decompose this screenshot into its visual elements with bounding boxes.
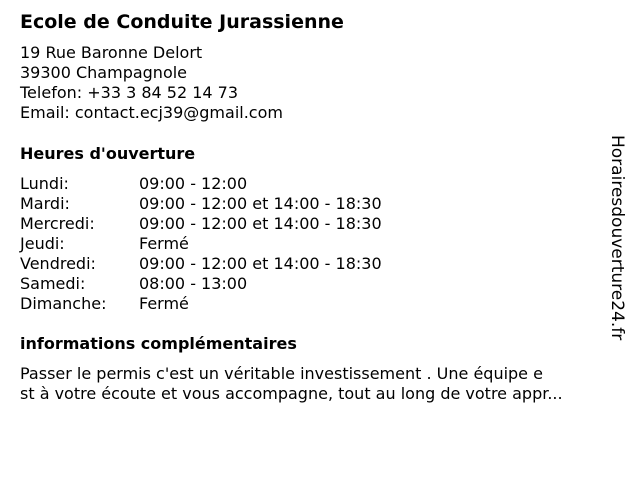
- info-heading: informations complémentaires: [20, 334, 297, 353]
- hours-heading: Heures d'ouverture: [20, 144, 196, 163]
- day-label: Dimanche:: [20, 294, 107, 313]
- time-value: 09:00 - 12:00: [139, 174, 248, 193]
- time-value: Fermé: [139, 234, 189, 253]
- phone-number: Telefon: +33 3 84 52 14 73: [20, 83, 239, 102]
- day-label: Jeudi:: [20, 234, 65, 253]
- info-text: [20, 364, 563, 404]
- time-value: 09:00 - 12:00 et 14:00 - 18:30: [139, 254, 382, 273]
- time-value: 08:00 - 13:00: [139, 274, 248, 293]
- site-watermark: Horairesdouverture24.fr: [607, 135, 627, 341]
- time-value: 09:00 - 12:00 et 14:00 - 18:30: [139, 214, 382, 233]
- email-address: Email: contact.ecj39@gmail.com: [20, 103, 283, 122]
- day-label: Vendredi:: [20, 254, 96, 273]
- postal-city: 39300 Champagnole: [20, 63, 188, 82]
- business-name: Ecole de Conduite Jurassienne: [20, 11, 344, 33]
- time-value: Fermé: [139, 294, 189, 313]
- address-block: [20, 43, 283, 123]
- info-line-1: Passer le permis c'est un véritable investissement . Une équipe e: [20, 364, 543, 383]
- day-label: Mercredi:: [20, 214, 95, 233]
- day-label: Mardi:: [20, 194, 70, 213]
- day-label: Lundi:: [20, 174, 69, 193]
- street-address: 19 Rue Baronne Delort: [20, 43, 203, 62]
- day-label: Samedi:: [20, 274, 86, 293]
- info-line-2: st à votre écoute et vous accompagne, tout au long de votre appr...: [20, 384, 563, 403]
- time-value: 09:00 - 12:00 et 14:00 - 18:30: [139, 194, 382, 213]
